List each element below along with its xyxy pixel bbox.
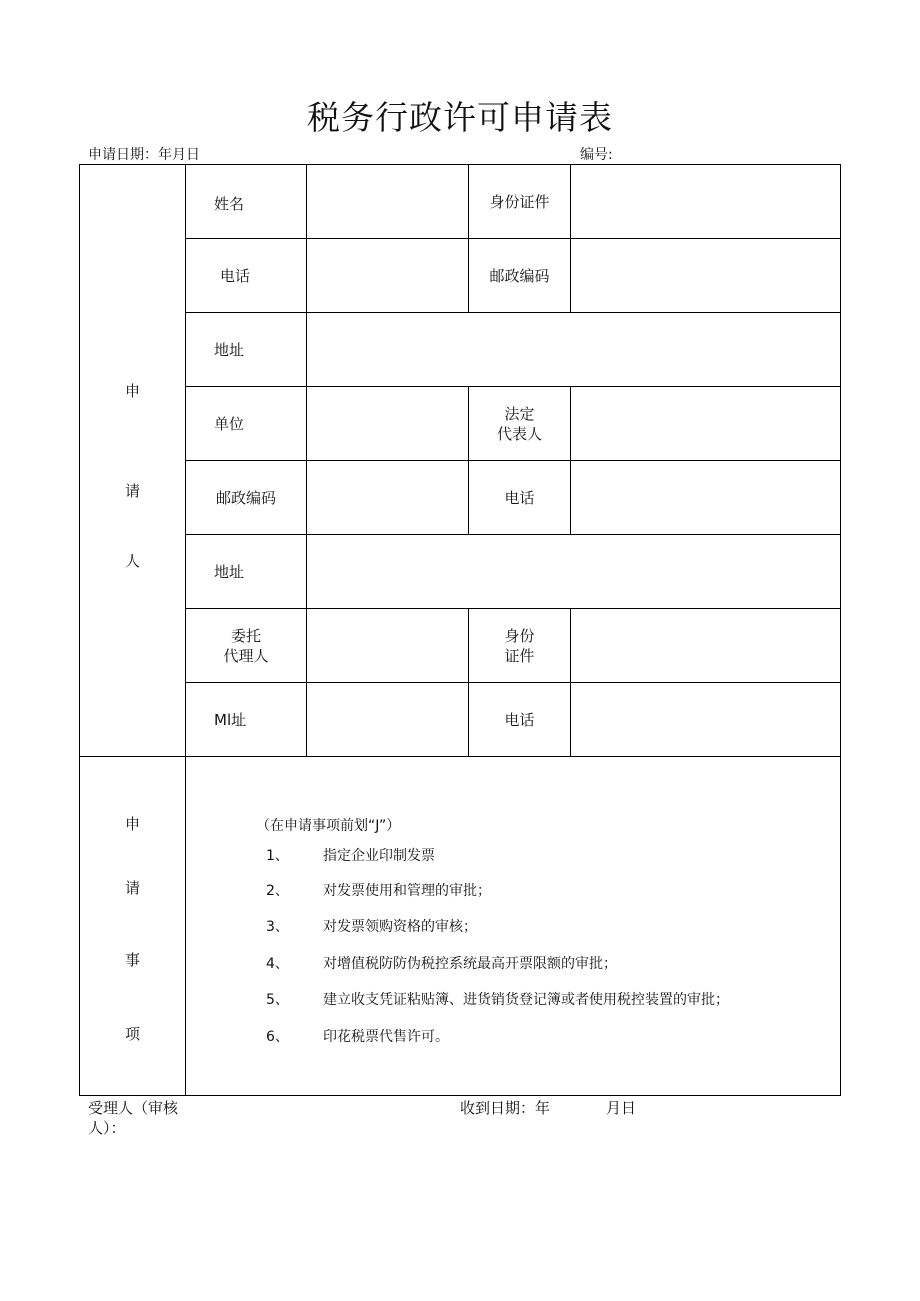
agent-label: 委托 代理人: [186, 609, 307, 683]
matters-section-label: 申 请 事 项: [80, 757, 186, 1096]
receiver-label: 受理人（审核 人）：: [88, 1099, 179, 1137]
agent-field[interactable]: [307, 609, 469, 683]
postcode-label: 邮政编码: [469, 239, 571, 313]
address-field[interactable]: [307, 313, 841, 387]
form-number-label: 编号:: [580, 147, 613, 163]
unit-label: 单位: [186, 387, 307, 461]
unit-postcode-field[interactable]: [307, 461, 469, 535]
unit-postcode-label: 邮政编码: [186, 461, 307, 535]
application-form-table: [79, 164, 841, 1096]
address-label: 地址: [186, 313, 307, 387]
received-month-day-label: 月日: [606, 1099, 637, 1117]
matters-list-cell: [186, 757, 841, 1096]
matter-item-1[interactable]: 1、 指定企业印制发票: [266, 848, 435, 864]
matter-item-4[interactable]: 4、 对增值税防防伪税控系统最高开票限额的审批；: [266, 956, 617, 972]
agent-phone-field[interactable]: [571, 683, 841, 757]
legal-representative-label: 法定 代表人: [469, 387, 571, 461]
received-date-label: 收到日期：年: [460, 1099, 551, 1117]
agent-id-field[interactable]: [571, 609, 841, 683]
agent-address-field[interactable]: [307, 683, 469, 757]
unit-phone-label: 电话: [469, 461, 571, 535]
legal-representative-field[interactable]: [571, 387, 841, 461]
agent-phone-label: 电话: [469, 683, 571, 757]
matters-hint: （在申请事项前划“J”）: [256, 818, 401, 834]
matter-item-5[interactable]: 5、 建立收支凭证粘贴簿、进货销货登记簿或者使用税控装置的审批；: [266, 992, 729, 1008]
unit-address-label: 地址: [186, 535, 307, 609]
name-label: 姓名: [186, 165, 307, 239]
phone-label: 电话: [186, 239, 307, 313]
unit-phone-field[interactable]: [571, 461, 841, 535]
agent-address-label: Ml址: [186, 683, 307, 757]
matter-item-3[interactable]: 3、 对发票领购资格的审核；: [266, 919, 477, 935]
name-field[interactable]: [307, 165, 469, 239]
page-title: 税务行政许可申请表: [307, 98, 613, 137]
postcode-field[interactable]: [571, 239, 841, 313]
agent-id-label: 身份 证件: [469, 609, 571, 683]
matter-item-2[interactable]: 2、 对发票使用和管理的审批；: [266, 883, 491, 899]
apply-date-label: 申请日期：年月日: [88, 147, 200, 163]
unit-address-field[interactable]: [307, 535, 841, 609]
id-label: 身份证件: [469, 165, 571, 239]
matter-item-6[interactable]: 6、 印花税票代售许可。: [266, 1029, 449, 1045]
phone-field[interactable]: [307, 239, 469, 313]
id-field[interactable]: [571, 165, 841, 239]
applicant-section-label: 申 请 人: [80, 165, 186, 757]
unit-field[interactable]: [307, 387, 469, 461]
